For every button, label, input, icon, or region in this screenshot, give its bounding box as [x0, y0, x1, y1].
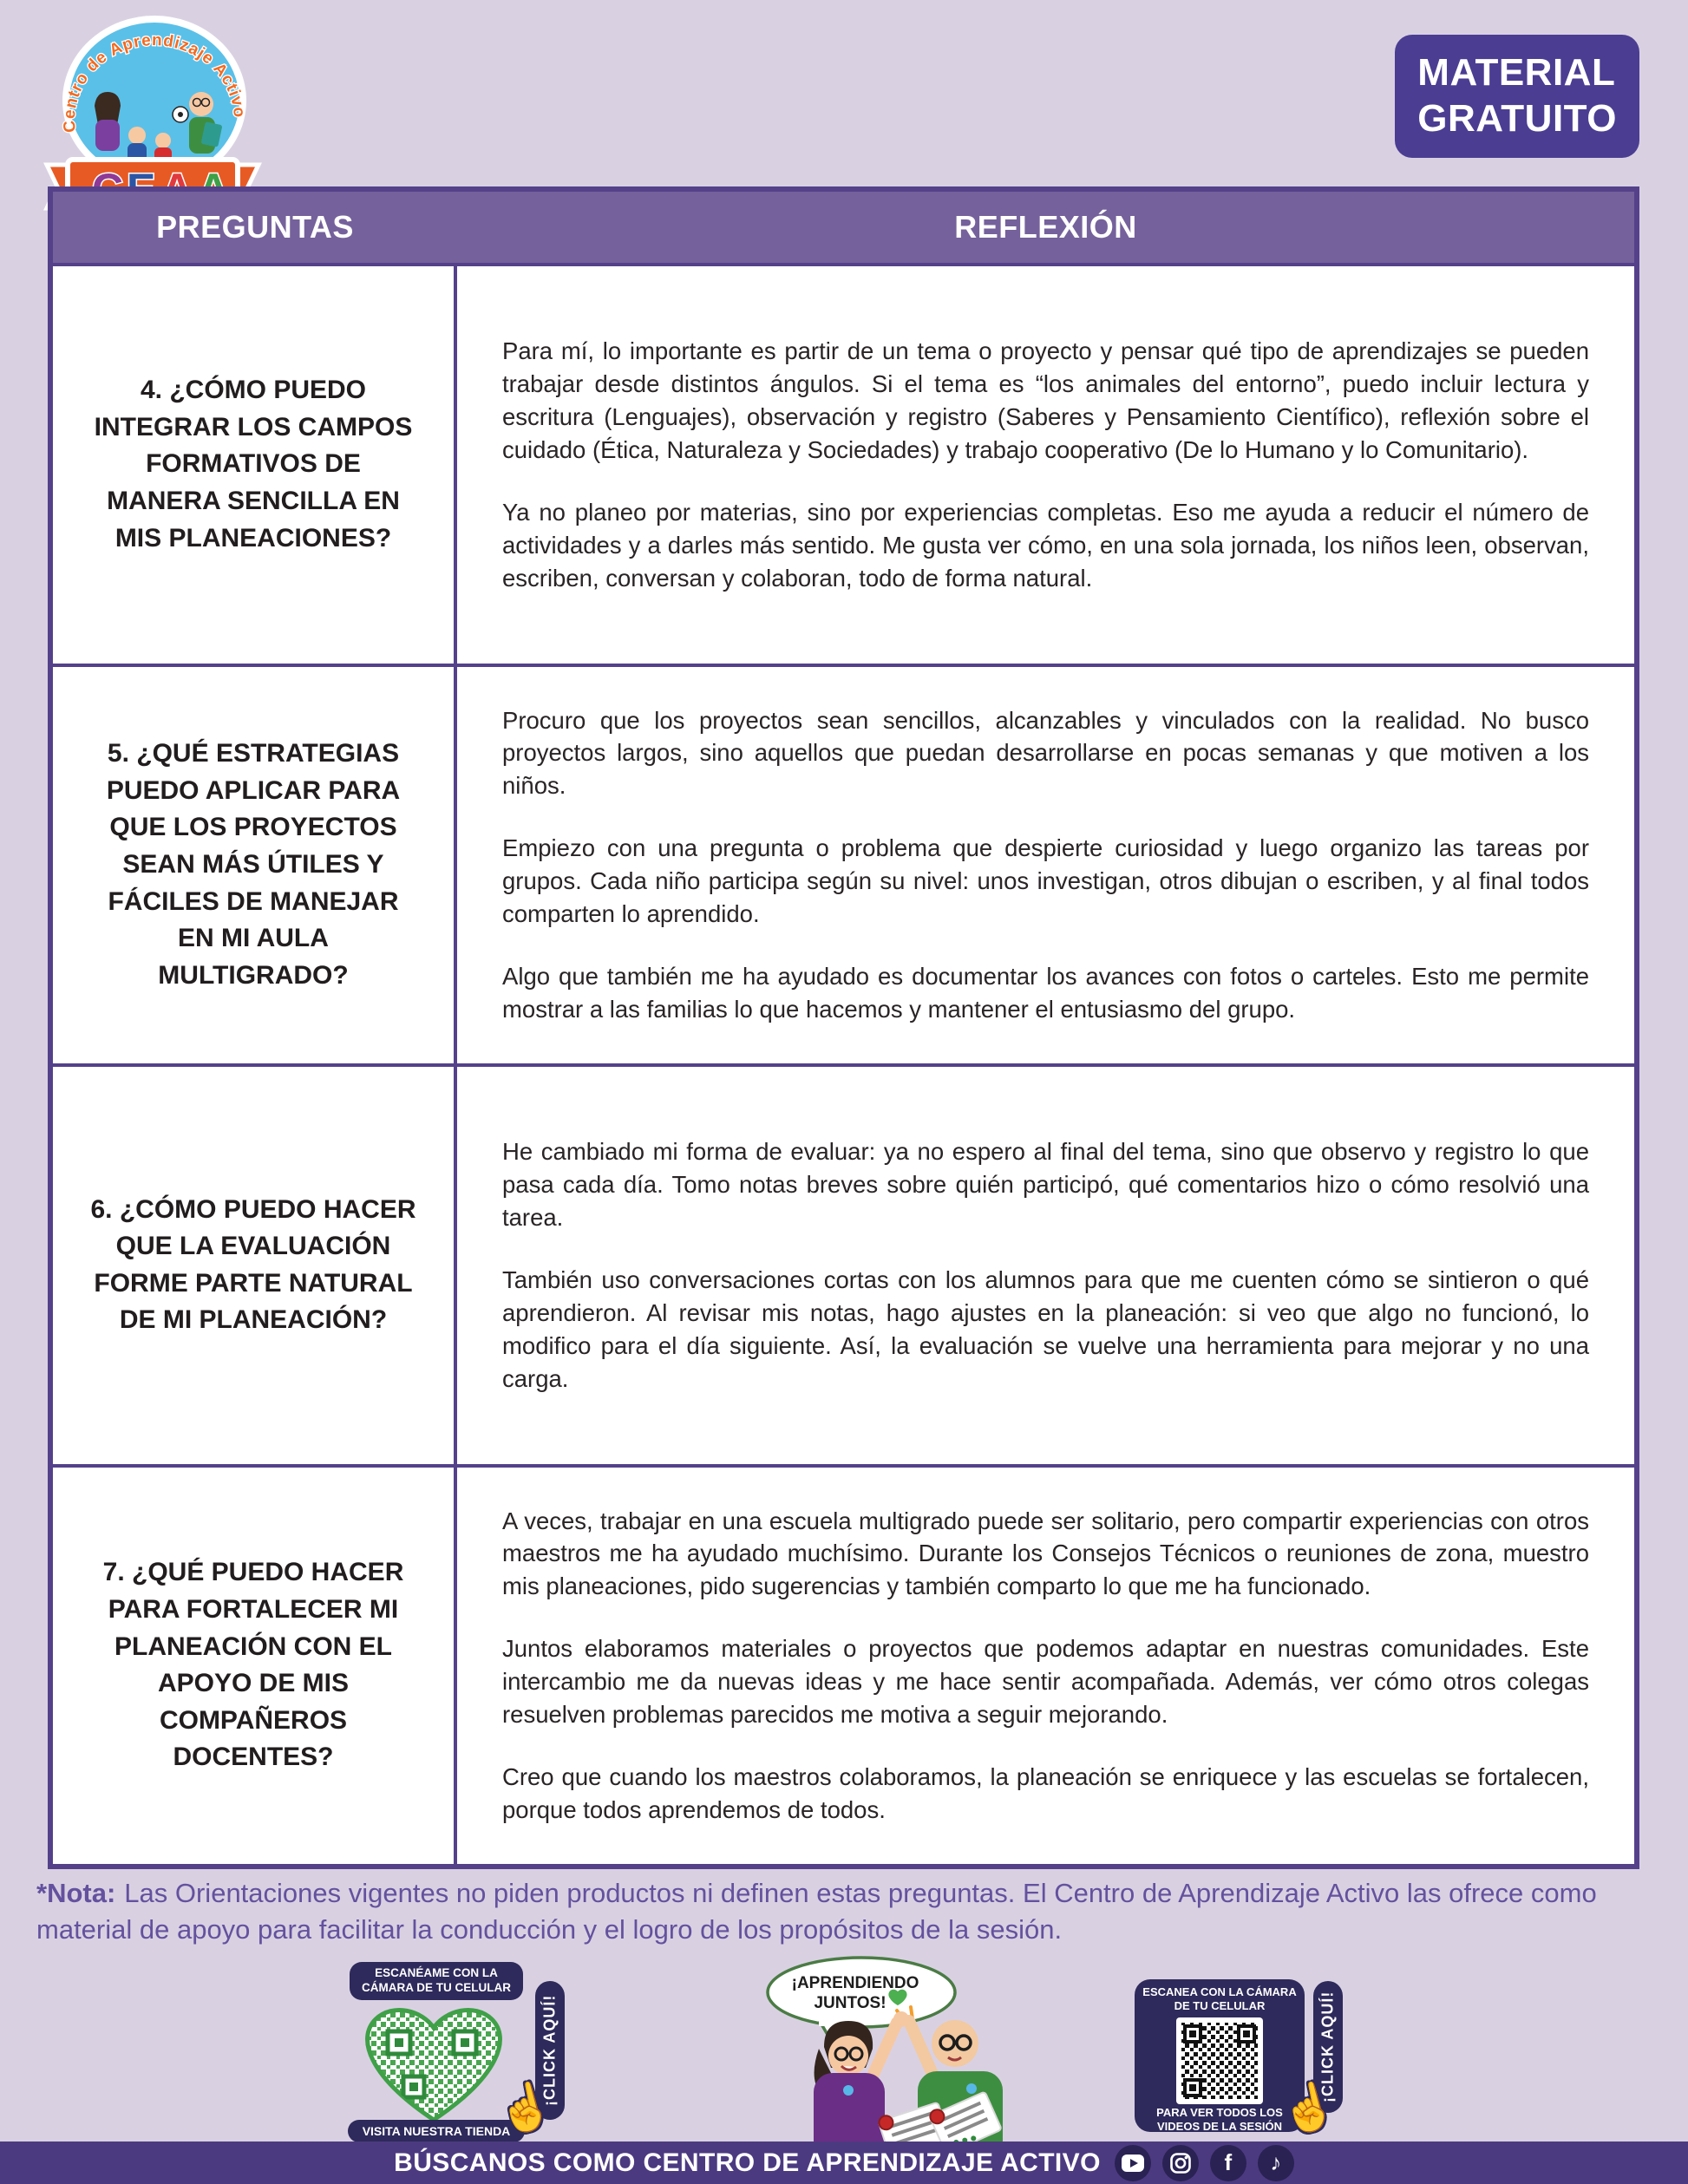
- reflection-paragraph: También uso conversaciones cortas con los alumnos para que me cuenten cómo se sintieron o qué aprendieron. Al revisar mis notas, hago ajustes en la planeación: si veo que algo no funcionó, lo modifico para el día siguiente. Así, la evaluación se vuelve una herramienta para mejorar y no una carga.: [502, 1265, 1589, 1392]
- reflection-cell-6: [457, 1063, 1634, 1464]
- column-header-reflexion: REFLEXIÓN: [457, 192, 1634, 263]
- scan-camera-label: ESCANEA CON LA CÁMARA DE TU CELULAR: [1142, 1985, 1297, 2013]
- reflection-paragraph: Juntos elaboramos materiales o proyectos que podemos adaptar en nuestras comunidades. Este intercambio me da nuevas ideas y me hace sentir acompañada. Además, ver cómo otros colegas resuelven problemas parecidos me motiva a seguir mejorando.: [502, 1635, 1589, 1729]
- social-icons: [1115, 2145, 1294, 2181]
- reflection-cell-4: [457, 263, 1634, 664]
- click-here-button[interactable]: ¡CLICK AQUÍ!: [535, 1981, 565, 2120]
- hand-cursor-icon: ☝: [1275, 2077, 1342, 2140]
- speech-text-line2: JUNTOS!: [814, 1994, 887, 2012]
- questions-reflection-table: [48, 186, 1639, 1869]
- youtube-icon[interactable]: [1115, 2145, 1151, 2181]
- badge-line1: MATERIAL: [1417, 51, 1616, 94]
- teachers-highfive-illustration: [744, 1953, 1100, 2161]
- reflection-paragraph: A veces, trabajar en una escuela multigrado puede ser solitario, pero compartir experiencias con otros maestros me ha ayudado muchísimo. Durante los Consejos Técnicos o reuniones de zona, muestro mis planeaciones, pido sugerencias y también comparto lo que me ha funcionado.: [502, 1507, 1589, 1600]
- instagram-icon[interactable]: [1162, 2145, 1199, 2181]
- column-header-preguntas: PREGUNTAS: [53, 192, 457, 263]
- hand-cursor-icon: ☝: [492, 2077, 559, 2140]
- question-cell-6: 6. ¿CÓMO PUEDO HACER QUE LA EVALUACIÓN FORME PARTE NATURAL DE MI PLANEACIÓN?: [53, 1063, 457, 1464]
- material-gratuito-badge: [1395, 35, 1639, 158]
- footnote: [36, 1875, 1660, 1947]
- reflection-paragraph: Creo que cuando los maestros colaboramos, la planeación se enriquece y las escuelas se fortalecen, porque todos aprendemos de todos.: [502, 1763, 1589, 1824]
- badge-line2: GRATUITO: [1417, 96, 1617, 140]
- footer-text: BÚSCANOS COMO CENTRO DE APRENDIZAJE ACTIVO: [394, 2148, 1101, 2177]
- footnote-text: Las Orientaciones vigentes no piden productos ni definen estas preguntas. El Centro de Aprendizaje Activo las ofrece como material de apoyo para facilitar la conducción y el logro de los propósitos de la sesión.: [36, 1878, 1597, 1945]
- question-cell-7: 7. ¿QUÉ PUEDO HACER PARA FORTALECER MI PLANEACIÓN CON EL APOYO DE MIS COMPAÑEROS DOCENTES?: [53, 1464, 457, 1865]
- reflection-paragraph: Para mí, lo importante es partir de un tema o proyecto y pensar qué tipo de aprendizajes se pueden trabajar desde distintos ángulos. Si el tema es “los animales del entorno”, puedo incluir lectura y escritura (Lenguajes), observación y registro (Saberes y Pensamiento Científico), reflexión sobre el cuidado (Ética, Naturaleza y Sociedades) y trabajo cooperativo (De lo Humano y lo Comunitario).: [502, 337, 1589, 463]
- reflection-paragraph: Ya no planeo por materias, sino por experiencias completas. Eso me ayuda a reducir el número de actividades y a darles más sentido. Me gusta ver cómo, en una sola jornada, los niños leen, observan, escriben, conversan y colaboran, todo de forma natural.: [502, 498, 1589, 592]
- reflection-paragraph: He cambiado mi forma de evaluar: ya no espero al final del tema, sino que observo y registro lo que pasa cada día. Tomo notas breves sobre quién participó, qué comentarios hizo o cómo resolvió una tarea.: [502, 1137, 1589, 1231]
- tiktok-icon[interactable]: ♪: [1258, 2145, 1294, 2181]
- facebook-icon[interactable]: f: [1210, 2145, 1246, 2181]
- reflection-paragraph: Algo que también me ha ayudado es documentar los avances con fotos o carteles. Esto me permite mostrar a las familias lo que hacemos y mantener el entusiasmo del grupo.: [502, 963, 1589, 1023]
- session-videos-qr-code[interactable]: [1176, 2017, 1263, 2104]
- see-videos-label: PARA VER TODOS LOS VIDEOS DE LA SESIÓN: [1156, 2105, 1283, 2133]
- speech-bubble: [768, 1958, 955, 2027]
- footnote-label: *Nota:: [36, 1878, 116, 1908]
- reflection-cell-7: [457, 1464, 1634, 1865]
- question-cell-5: 5. ¿QUÉ ESTRATEGIAS PUEDO APLICAR PARA QUE LOS PROYECTOS SEAN MÁS ÚTILES Y FÁCILES DE MANEJAR EN MI AULA MULTIGRADO?: [53, 664, 457, 1064]
- reflection-paragraph: Empiezo con una pregunta o problema que despierte curiosidad y luego organizo las tareas por grupos. Cada niño participa según su nivel: unos investigan, otros dibujan o escriben, y al final todos comparten lo aprendido.: [502, 834, 1589, 928]
- visit-store-label: VISITA NUESTRA TIENDA: [348, 2120, 525, 2142]
- scan-me-label: ESCANÉAME CON LA CÁMARA DE TU CELULAR: [350, 1962, 523, 2000]
- reflection-cell-5: [457, 664, 1634, 1064]
- highfive-hands: [893, 2011, 909, 2027]
- footer-bar: [0, 2141, 1688, 2184]
- speech-text-line1: ¡APRENDIENDO: [791, 1974, 919, 1992]
- question-cell-4: 4. ¿CÓMO PUEDO INTEGRAR LOS CAMPOS FORMATIVOS DE MANERA SENCILLA EN MIS PLANEACIONES?: [53, 263, 457, 664]
- logo-arc-text: Centro de Aprendizaje Activo: [60, 31, 249, 134]
- click-here-button[interactable]: ¡CLICK AQUÍ!: [1313, 1981, 1343, 2113]
- reflection-paragraph: Procuro que los proyectos sean sencillos, alcanzables y vinculados con la realidad. No busco proyectos largos, sino aquellos que puedan desarrollarse en pocas semanas y que motiven a los niños.: [502, 706, 1589, 800]
